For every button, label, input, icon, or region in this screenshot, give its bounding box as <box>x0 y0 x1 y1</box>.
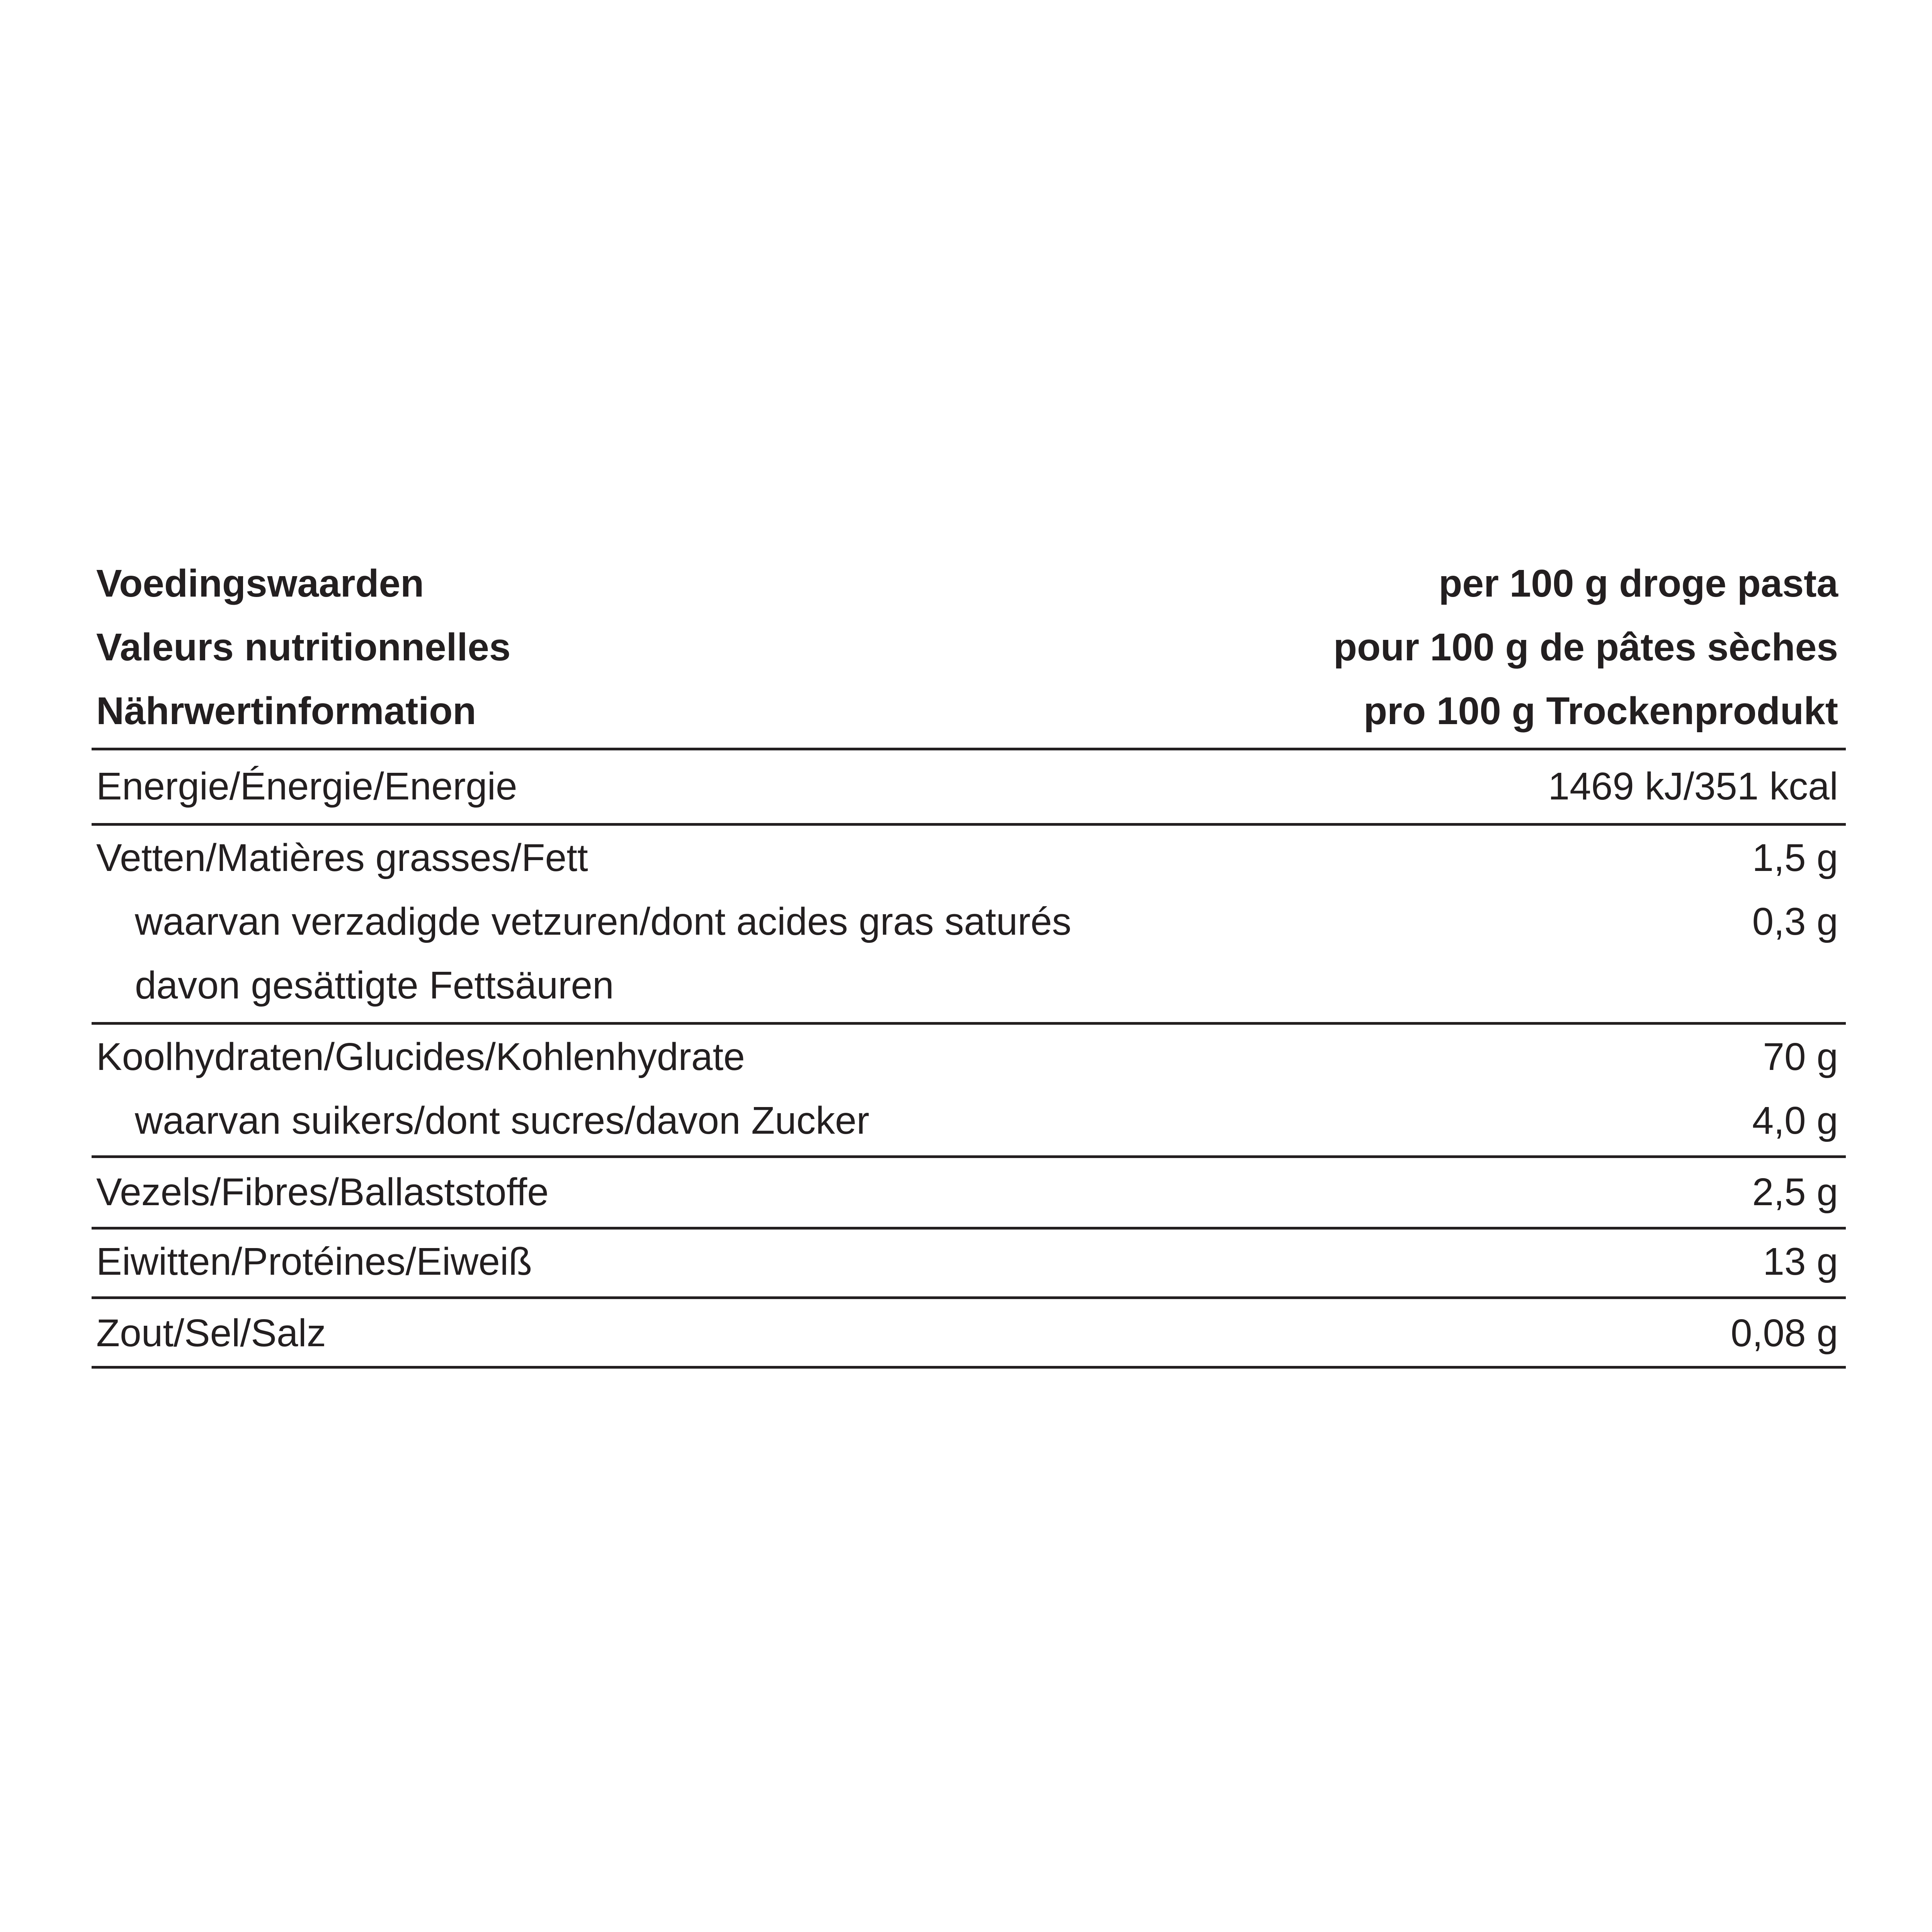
divider-line <box>92 823 1846 826</box>
protein-value: 13 g <box>1763 1240 1838 1283</box>
header-title-de: Nährwertinformation <box>96 689 476 733</box>
header-basis-fr: pour 100 g de pâtes sèches <box>1333 626 1838 669</box>
energy-value: 1469 kJ/351 kcal <box>1548 765 1838 808</box>
carbs-label: Koolhydraten/Glucides/Kohlenhydrate <box>96 1035 745 1078</box>
header-title-fr: Valeurs nutritionnelles <box>96 626 511 669</box>
sugars-value: 4,0 g <box>1752 1099 1838 1142</box>
salt-value: 0,08 g <box>1730 1311 1838 1355</box>
saturates-value: 0,3 g <box>1752 900 1838 943</box>
protein-label: Eiwitten/Protéines/Eiweiß <box>96 1240 532 1283</box>
divider-line <box>92 1366 1846 1369</box>
sugars-label: waarvan suikers/dont sucres/davon Zucker <box>135 1099 869 1142</box>
carbs-value: 70 g <box>1763 1035 1838 1078</box>
salt-label: Zout/Sel/Salz <box>96 1311 326 1355</box>
divider-line <box>92 748 1846 750</box>
fat-value: 1,5 g <box>1752 836 1838 879</box>
divider-line <box>92 1022 1846 1025</box>
header-title-nl: Voedingswaarden <box>96 562 424 605</box>
fibre-label: Vezels/Fibres/Ballaststoffe <box>96 1170 549 1214</box>
divider-line <box>92 1155 1846 1158</box>
fat-label: Vetten/Matières grasses/Fett <box>96 836 588 879</box>
header-basis-nl: per 100 g droge pasta <box>1439 562 1838 605</box>
fibre-value: 2,5 g <box>1752 1170 1838 1214</box>
divider-line <box>92 1227 1846 1230</box>
saturates-label-line1: waarvan verzadigde vetzuren/dont acides gras saturés <box>135 900 1071 943</box>
header-basis-de: pro 100 g Trockenprodukt <box>1363 689 1838 733</box>
divider-line <box>92 1296 1846 1299</box>
saturates-label-line2: davon gesättigte Fettsäuren <box>135 964 614 1007</box>
nutrition-table <box>92 560 1846 1355</box>
energy-label: Energie/Énergie/Energie <box>96 765 517 808</box>
